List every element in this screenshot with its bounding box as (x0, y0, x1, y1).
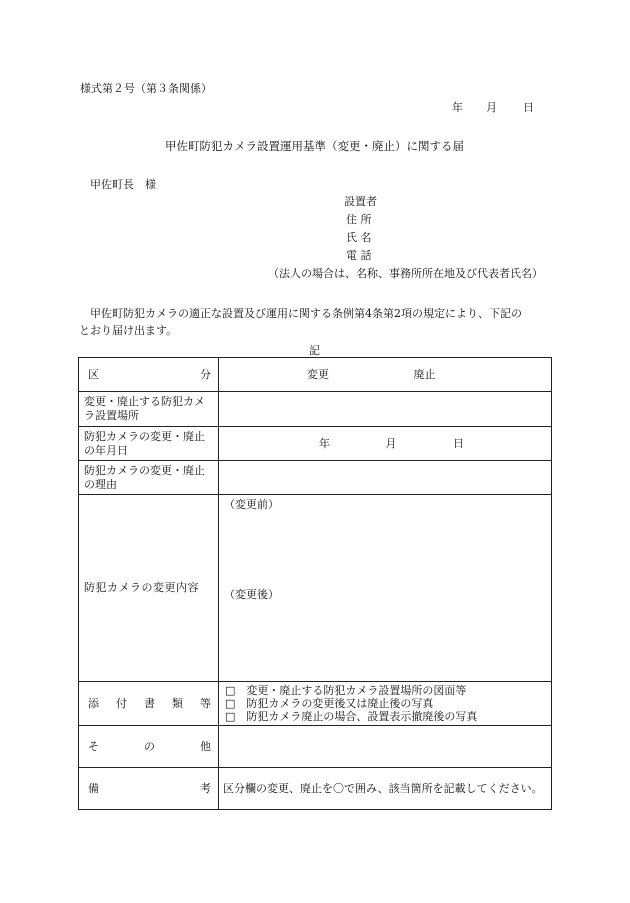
category-options-cell[interactable] (219, 358, 552, 392)
applicant-phone-label: 電 話 (346, 249, 372, 262)
attachments-cell (219, 682, 552, 726)
remarks-text: 区分欄の変更、廃止を〇で囲み、該当箇所を記載してください。 (219, 768, 552, 810)
date-day: 日 (523, 101, 534, 114)
change-date-month: 月 (385, 436, 397, 450)
applicant-name-label: 氏 名 (346, 231, 372, 244)
ki-heading: 記 (309, 344, 320, 357)
category-label-cell (79, 358, 219, 392)
table-row (79, 461, 552, 495)
other-label-char: の (144, 739, 155, 753)
attachment-checkbox-item[interactable]: □ 変更・廃止する防犯カメラ設置場所の図面等 (225, 684, 467, 697)
application-table (78, 357, 552, 810)
change-content-label: 防犯カメラの変更内容 (79, 495, 219, 682)
attachments-label-char: 付 (116, 696, 127, 710)
reason-label: 防犯カメラの変更・廃止の理由 (79, 461, 219, 495)
change-date-value-cell[interactable] (219, 427, 552, 461)
other-label-char: そ (88, 739, 99, 753)
attachments-label-char: 等 (200, 696, 211, 710)
remarks-label-start: 備 (88, 781, 99, 795)
attachment-checkbox-item[interactable]: □ 防犯カメラの変更後又は廃止後の写真 (225, 697, 434, 710)
date-year: 年 (452, 101, 463, 114)
after-label: （変更後） (224, 588, 279, 601)
other-label-char: 他 (200, 739, 211, 753)
applicant-address-label: 住 所 (346, 213, 372, 226)
remarks-label-cell (79, 768, 219, 810)
addressee: 甲佐町長 様 (90, 178, 156, 191)
change-content-cell[interactable] (219, 495, 552, 682)
date-month: 月 (486, 101, 497, 114)
remarks-label-end: 考 (200, 781, 211, 795)
attachments-label-char: 添 (88, 696, 99, 710)
table-row (79, 358, 552, 392)
attachments-label-cell (79, 682, 219, 726)
category-label-end: 分 (200, 367, 211, 381)
reason-value-cell[interactable] (219, 461, 552, 495)
applicant-heading: 設置者 (344, 195, 377, 208)
location-value-cell[interactable] (219, 392, 552, 427)
table-row (79, 392, 552, 427)
table-row (79, 682, 552, 726)
table-row (79, 427, 552, 461)
category-label-start: 区 (88, 367, 99, 381)
before-label: （変更前） (224, 498, 279, 511)
form-number: 様式第２号（第３条関係） (80, 82, 212, 95)
attachments-label-char: 書 (144, 696, 155, 710)
body-text-line2: とおり届け出ます。 (79, 324, 178, 337)
change-date-year: 年 (319, 436, 330, 450)
document-title: 甲佐町防犯カメラ設置運用基準（変更・廃止）に関する届 (165, 139, 464, 153)
table-row (79, 726, 552, 768)
option-abolish[interactable]: 廃止 (413, 367, 436, 381)
other-label-cell (79, 726, 219, 768)
attachments-label-char: 類 (172, 696, 183, 710)
other-value-cell[interactable] (219, 726, 552, 768)
option-change[interactable]: 変更 (307, 367, 329, 381)
attachment-checkbox-item[interactable]: □ 防犯カメラ廃止の場合、設置表示撤廃後の写真 (225, 710, 478, 723)
applicant-note: （法人の場合は、名称、事務所所在地及び代表者氏名） (268, 267, 543, 280)
table-row (79, 768, 552, 810)
location-label: 変更・廃止する防犯カメラ設置場所 (79, 392, 219, 427)
table-row (79, 495, 552, 682)
change-date-day: 日 (453, 436, 464, 450)
body-text-line1: 甲佐町防犯カメラの適正な設置及び運用に関する条例第4条第2項の規定により、下記の (90, 307, 522, 320)
change-date-label: 防犯カメラの変更・廃止の年月日 (79, 427, 219, 461)
